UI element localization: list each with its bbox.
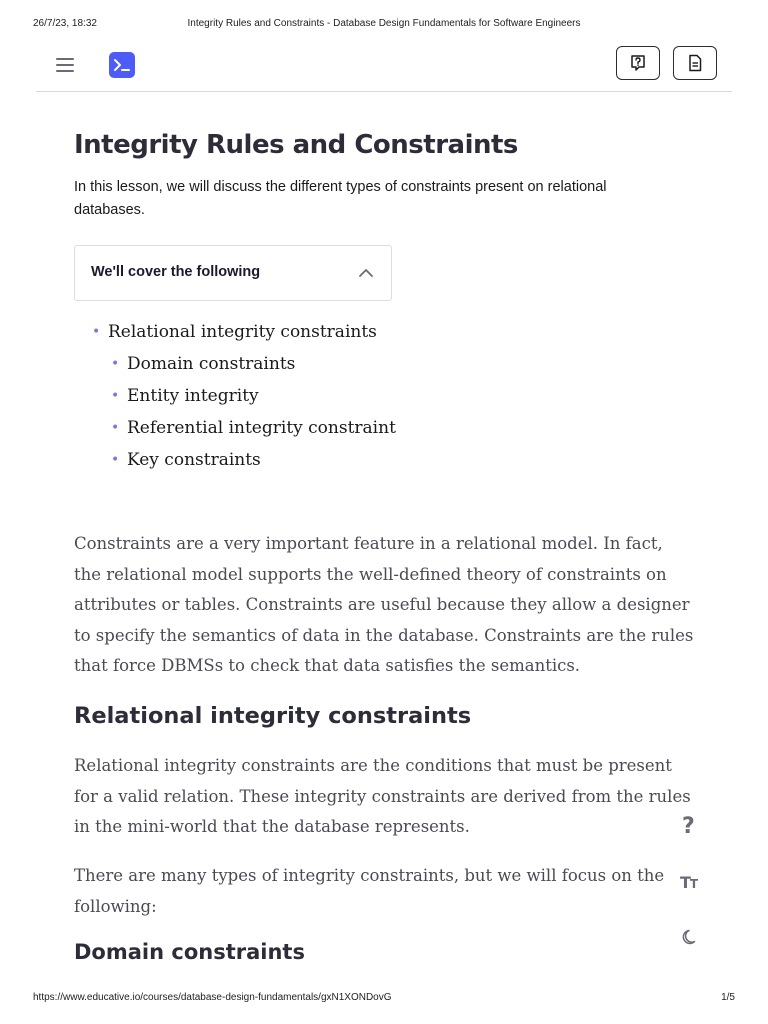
text-size-large-glyph: T bbox=[680, 873, 690, 892]
print-document-title: Integrity Rules and Constraints - Database Design Fundamentals for Software Engineers bbox=[187, 18, 581, 29]
hamburger-menu-icon[interactable] bbox=[56, 58, 74, 72]
paragraph-types-of-constraints: There are many types of integrity constraints, but we will focus on the following: bbox=[74, 866, 665, 916]
print-page-number: 1/5 bbox=[721, 992, 735, 1003]
toc-item-key-constraints[interactable]: • Key constraints bbox=[111, 446, 396, 478]
heading-domain-constraints: Domain constraints bbox=[74, 940, 305, 964]
toc-item-relational-integrity[interactable]: • Relational integrity constraints bbox=[92, 318, 396, 350]
top-navigation-bar bbox=[36, 40, 732, 92]
toc-toggle[interactable] bbox=[74, 245, 392, 301]
print-url: https://www.educative.io/courses/database-design-fundamentals/gxN1XONDovG bbox=[33, 992, 392, 1003]
toc-list bbox=[92, 318, 396, 478]
ask-question-button[interactable] bbox=[616, 46, 660, 80]
terminal-prompt-icon[interactable] bbox=[109, 52, 135, 78]
heading-relational-integrity: Relational integrity constraints bbox=[74, 703, 472, 729]
toc-label: We'll cover the following bbox=[91, 264, 261, 280]
chevron-up-icon bbox=[359, 268, 373, 277]
notes-button[interactable] bbox=[673, 46, 717, 80]
text-size-small-glyph: T bbox=[689, 877, 698, 891]
document-icon bbox=[686, 54, 704, 72]
question-mark-icon[interactable]: ? bbox=[682, 814, 695, 839]
toc-item-referential-integrity[interactable]: • Referential integrity constraint bbox=[111, 414, 396, 446]
text-size-icon[interactable] bbox=[680, 873, 697, 892]
question-box-icon bbox=[629, 54, 647, 72]
lesson-intro: In this lesson, we will discuss the different types of constraints present on relational databases. bbox=[74, 179, 607, 218]
toc-item-domain-constraints[interactable]: • Domain constraints bbox=[111, 350, 396, 382]
paragraph-relational-integrity: Relational integrity constraints are the conditions that must be present for a valid relation. These integrity constraints are derived from the rules in the mini-world that the database represents. bbox=[74, 756, 691, 836]
moon-icon[interactable] bbox=[682, 928, 700, 951]
paragraph-constraints-intro: Constraints are a very important feature in a relational model. In fact, the relational model supports the well-defined theory of constraints on attributes or tables. Constraints are useful because they allow a designer to specify the semantics of data in the database. Constraints are the rules that force DBMSs to check that data satisfies the semantics. bbox=[74, 534, 694, 675]
toc-item-entity-integrity[interactable]: • Entity integrity bbox=[111, 382, 396, 414]
page-title: Integrity Rules and Constraints bbox=[74, 130, 518, 160]
print-datetime: 26/7/23, 18:32 bbox=[33, 18, 97, 29]
